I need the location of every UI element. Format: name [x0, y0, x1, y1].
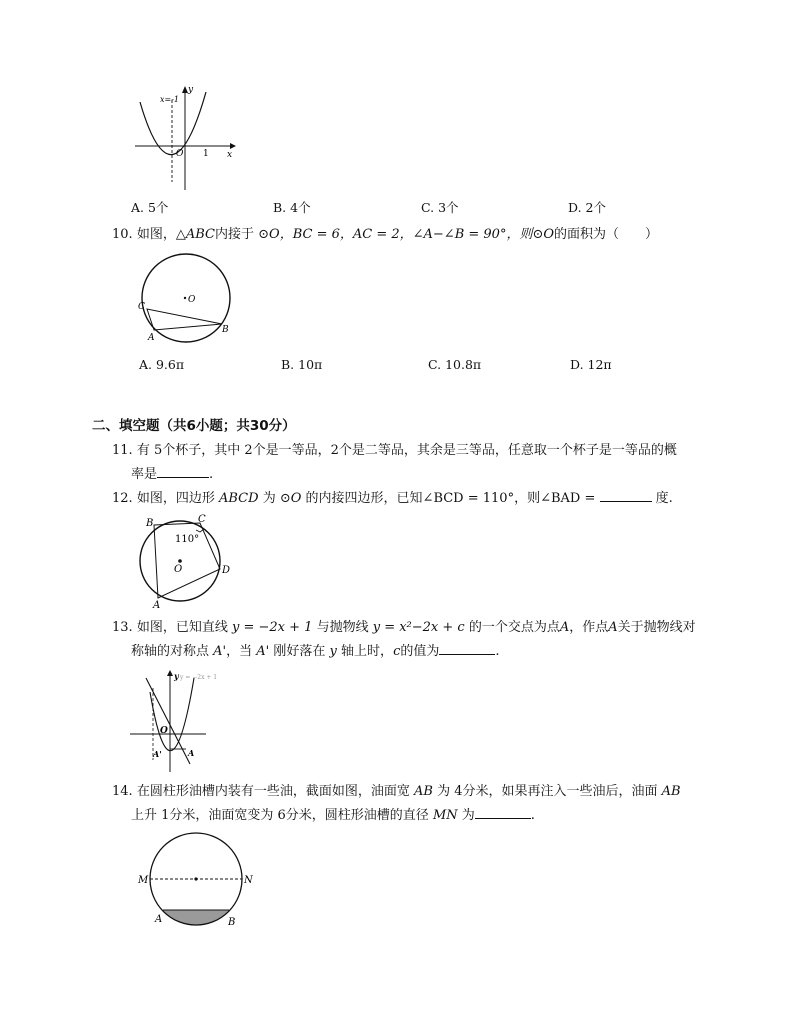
- q9-x-label: x: [227, 150, 233, 160]
- q13-label-line: y = −2x + 1: [180, 674, 218, 681]
- q10-option-a[interactable]: A. 9.6π: [139, 357, 185, 372]
- q14-text-1c: 为 4分米，如果再注入一些油后，油面: [437, 784, 658, 799]
- q9-axis-eq-label: x=-1: [160, 95, 180, 104]
- q12-text-c: ⊙O: [279, 491, 302, 506]
- q10-option-c[interactable]: C. 10.8π: [428, 357, 482, 372]
- q9-option-c[interactable]: C. 3个: [421, 200, 459, 215]
- q12-label-a: A: [153, 600, 161, 610]
- q9-origin-label: O: [176, 149, 184, 159]
- q13-label-y: y: [174, 671, 179, 681]
- q12-text-d: 的内接四边形，已知∠BCD = 110°，则∠BAD =: [305, 491, 596, 506]
- q11-line2: [131, 465, 213, 484]
- q13-text-1h: A: [608, 620, 618, 635]
- q10-circle-figure: [134, 251, 234, 345]
- q10-stem-a: 如图，: [136, 227, 176, 242]
- q10-number: 10.: [112, 227, 133, 242]
- q13-text-1f: A: [559, 620, 570, 635]
- q13-text-1g: ，作点: [569, 620, 609, 635]
- q13-text-2i: 的值为: [400, 644, 440, 659]
- q14-number: 14.: [112, 784, 133, 799]
- q14-oil-tank-figure: [134, 832, 264, 934]
- q14-label-n: N: [244, 875, 253, 886]
- q12-answer-blank[interactable]: [600, 489, 652, 502]
- q14-text-1b: AB: [413, 784, 433, 799]
- q12-text-a: 如图，四边形: [136, 491, 215, 506]
- q13-graph: [126, 668, 238, 774]
- q11-text-2a: 率是: [131, 467, 158, 482]
- q13-line2: [131, 642, 500, 661]
- q10-stem-c: ⊙O，BC = 6，AC = 2，∠A−∠B = 90°，则: [258, 227, 533, 242]
- q11-text-2b: .: [209, 467, 214, 482]
- q14-answer-blank[interactable]: [475, 806, 531, 819]
- q13-text-2c: ，当: [226, 644, 253, 659]
- q11-answer-blank[interactable]: [157, 465, 209, 478]
- q13-text-1c: 与抛物线: [316, 620, 369, 635]
- q13-label-a1: A': [153, 749, 162, 759]
- q12-quad-figure: [134, 510, 238, 610]
- q10-stem-d: ⊙O: [532, 227, 555, 242]
- q14-text-2b: MN: [432, 808, 458, 823]
- q13-parabola-eq: y = x²−2x + c: [372, 620, 465, 635]
- q13-text-2a: 称轴的对称点: [131, 644, 210, 659]
- q11-line1: [112, 442, 677, 460]
- q10-option-b[interactable]: B. 10π: [281, 357, 323, 372]
- q12-label-c: C: [198, 514, 206, 525]
- q13-text-2e: 刚好落在: [273, 644, 326, 659]
- q13-answer-blank[interactable]: [439, 642, 495, 655]
- q13-label-a: A: [188, 748, 195, 758]
- q13-text-1e: 的一个交点为点: [468, 620, 560, 635]
- q13-text-1i: 关于抛物线对: [617, 620, 696, 635]
- q13-text-2g: 轴上时，: [341, 644, 394, 659]
- q12-text-e: 度.: [655, 491, 673, 506]
- q9-one-label: 1: [203, 149, 209, 159]
- q14-text-2a: 上升 1分米，油面宽变为 6分米，圆柱形油槽的直径: [131, 808, 429, 823]
- q12-angle: 110°: [175, 534, 200, 545]
- q14-label-a: A: [155, 914, 163, 925]
- q14-label-m: M: [138, 875, 149, 886]
- q10-stem-tri: △ABC: [175, 227, 215, 242]
- q9-y-label: y: [188, 85, 194, 95]
- q12-text-abcd: ABCD: [218, 491, 259, 506]
- q13-number: 13.: [112, 620, 133, 635]
- q10-stem-b: 内接于: [214, 227, 254, 242]
- q9-parabola-graph: [130, 82, 240, 192]
- q13-line1: [112, 619, 696, 637]
- q10-label-b: B: [222, 325, 229, 335]
- q10-label-c: C: [138, 302, 145, 312]
- q13-text-2j: .: [495, 644, 500, 659]
- q10-stem: [112, 226, 658, 244]
- q14-line2: [131, 806, 535, 825]
- q12-label-b: B: [146, 518, 154, 529]
- q14-line1: [112, 783, 681, 801]
- q10-option-d[interactable]: D. 12π: [570, 357, 612, 372]
- q13-text-1a: 如图，已知直线: [136, 620, 228, 635]
- q14-text-1a: 在圆柱形油槽内装有一些油，截面如图，油面宽: [136, 784, 410, 799]
- q11-text-1: 有 5个杯子，其中 2个是一等品，2个是二等品，其余是三等品，任意取一个杯子是一等品的概: [136, 443, 677, 458]
- q14-label-b: B: [228, 917, 236, 928]
- q10-label-a: A: [148, 333, 155, 343]
- q14-text-2c: 为: [461, 808, 475, 823]
- q13-line-eq: y = −2x + 1: [231, 620, 313, 635]
- q9-option-a[interactable]: A. 5个: [131, 200, 169, 215]
- q9-option-d[interactable]: D. 2个: [568, 200, 606, 215]
- q12-stem: [112, 489, 673, 508]
- q13-text-2f: y: [329, 644, 337, 659]
- q14-text-1d: AB: [661, 784, 681, 799]
- q14-text-2d: .: [530, 808, 535, 823]
- q12-label-d: D: [222, 565, 231, 576]
- q10-stem-e: 的面积为（ ）: [554, 227, 659, 242]
- q13-text-2h: c: [393, 644, 401, 659]
- q11-number: 11.: [112, 443, 133, 458]
- q12-label-o: O: [174, 564, 183, 575]
- q12-number: 12.: [112, 491, 133, 506]
- q13-text-2d: A': [256, 644, 270, 659]
- q12-text-b: 为: [262, 491, 276, 506]
- section2-title: 二、填空题（共6小题；共30分）: [92, 418, 296, 434]
- q9-option-b[interactable]: B. 4个: [273, 200, 311, 215]
- q13-text-2b: A': [213, 644, 227, 659]
- q13-label-o: O: [160, 726, 168, 736]
- q10-label-o: O: [188, 295, 196, 305]
